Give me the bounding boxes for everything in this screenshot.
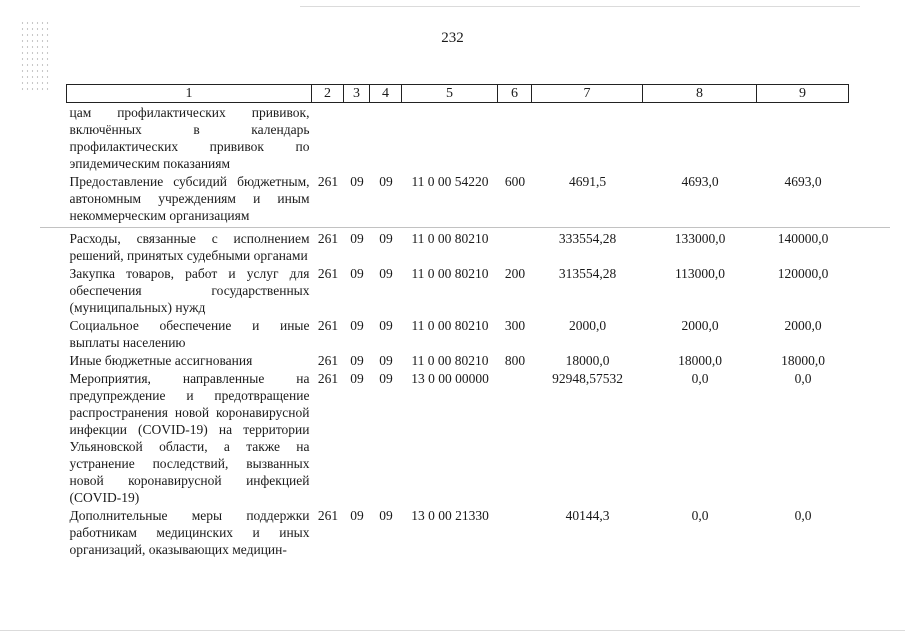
row-c3: 09 xyxy=(350,174,364,189)
row-c7: 2000,0 xyxy=(568,318,607,333)
row-c4: 09 xyxy=(379,318,393,333)
row-name: цам профилактических прививок, включённых в календарь профилактических прививок по эпидемическим показаниям xyxy=(69,105,310,171)
row-c3: 09 xyxy=(350,266,364,281)
scan-line-bottom xyxy=(0,630,905,631)
row-c5: 13 0 00 21330 xyxy=(411,508,489,523)
row-name: Социальное обеспечение и иные выплаты населению xyxy=(69,318,310,350)
row-c6 xyxy=(498,103,532,173)
row-c9: 120000,0 xyxy=(777,266,829,281)
row-c5: 11 0 00 80210 xyxy=(411,231,489,246)
row-c7: 18000,0 xyxy=(565,353,610,368)
table-row xyxy=(67,316,849,351)
row-c6 xyxy=(498,369,532,506)
row-c8: 133000,0 xyxy=(674,231,726,246)
header-cell: 8 xyxy=(643,85,757,103)
row-c6 xyxy=(498,506,532,558)
row-c8: 18000,0 xyxy=(678,353,722,368)
row-c7 xyxy=(532,103,643,173)
row-c2: 261 xyxy=(317,318,339,333)
row-c5: 11 0 00 54220 xyxy=(411,174,489,189)
header-cell: 3 xyxy=(344,85,370,103)
row-c7: 40144,3 xyxy=(565,508,610,523)
row-c3 xyxy=(344,103,370,173)
header-cell: 5 xyxy=(402,85,498,103)
row-c3: 09 xyxy=(350,353,364,368)
row-c8 xyxy=(643,103,757,173)
row-c7: 333554,28 xyxy=(558,231,617,246)
row-c2: 261 xyxy=(317,231,339,246)
table-row xyxy=(67,224,849,264)
row-c4: 09 xyxy=(379,353,393,368)
row-name: Дополнительные меры поддержки работникам медицинских и иных организаций, оказывающих медицин- xyxy=(69,508,310,557)
row-c9: 2000,0 xyxy=(784,318,822,333)
table-row xyxy=(67,369,849,506)
row-c9: 140000,0 xyxy=(777,231,829,246)
row-c8: 0,0 xyxy=(691,371,709,386)
page-number: 232 xyxy=(441,30,464,46)
header-cell: 9 xyxy=(757,85,849,103)
row-c4: 09 xyxy=(379,231,393,246)
table-row xyxy=(67,351,849,369)
row-c6 xyxy=(498,224,532,264)
table-row xyxy=(67,172,849,224)
table-row xyxy=(67,264,849,316)
row-c5: 11 0 00 80210 xyxy=(411,266,489,281)
row-name: Предоставление субсидий бюджетным, автономным учреждениям и иным некоммерческим организациям xyxy=(69,174,310,223)
row-c7: 4691,5 xyxy=(568,174,607,189)
row-name: Мероприятия, направленные на предупреждение и предотвращение распространения новой коронавирусной инфекции (COVID-19) на территории Ульяновской области, а также на устранение последствий, вызванных новой коронавирусной инфекцией (COVID-19) xyxy=(69,371,310,505)
row-c9: 0,0 xyxy=(794,371,812,386)
row-c4 xyxy=(370,103,402,173)
header-cell: 1 xyxy=(67,85,312,103)
row-c9 xyxy=(757,103,849,173)
row-c8: 4693,0 xyxy=(681,174,719,189)
table-row xyxy=(67,103,849,173)
header-cell: 4 xyxy=(370,85,402,103)
row-c3: 09 xyxy=(350,371,364,386)
row-c2: 261 xyxy=(317,353,339,368)
table-row xyxy=(67,506,849,558)
row-c7: 313554,28 xyxy=(558,266,617,281)
row-c9: 18000,0 xyxy=(781,353,825,368)
row-c4: 09 xyxy=(379,174,393,189)
row-c2: 261 xyxy=(317,174,339,189)
row-c2: 261 xyxy=(317,266,339,281)
scan-line-top xyxy=(300,6,860,7)
row-c5: 11 0 00 80210 xyxy=(411,318,489,333)
row-name: Закупка товаров, работ и услуг для обеспечения государственных (муниципальных) нужд xyxy=(69,266,310,315)
header-row xyxy=(67,85,849,103)
row-c9: 4693,0 xyxy=(784,174,822,189)
row-c6: 800 xyxy=(504,353,526,368)
row-c5: 11 0 00 80210 xyxy=(411,353,489,368)
row-c2: 261 xyxy=(317,371,339,386)
row-c4: 09 xyxy=(379,371,393,386)
header-cell: 2 xyxy=(312,85,344,103)
row-c7: 92948,57532 xyxy=(552,371,623,386)
row-c9: 0,0 xyxy=(794,508,812,523)
header-cell: 7 xyxy=(532,85,643,103)
row-c3: 09 xyxy=(350,508,364,523)
row-c5 xyxy=(402,103,498,173)
row-c3: 09 xyxy=(350,318,364,333)
row-c4: 09 xyxy=(379,508,393,523)
row-c8: 2000,0 xyxy=(681,318,719,333)
row-c6: 200 xyxy=(504,266,526,281)
row-c8: 0,0 xyxy=(691,508,709,523)
row-c4: 09 xyxy=(379,266,393,281)
row-c2: 261 xyxy=(317,508,339,523)
row-name: Расходы, связанные с исполнением решений, принятых судебными органами xyxy=(69,231,310,263)
row-c6: 600 xyxy=(504,174,526,189)
budget-table xyxy=(66,84,849,558)
row-c3: 09 xyxy=(350,231,364,246)
header-cell: 6 xyxy=(498,85,532,103)
row-c2 xyxy=(312,103,344,173)
row-c5: 13 0 00 00000 xyxy=(411,371,489,386)
row-name: Иные бюджетные ассигнования xyxy=(69,353,253,368)
row-c8: 113000,0 xyxy=(674,266,726,281)
row-c6: 300 xyxy=(504,318,526,333)
